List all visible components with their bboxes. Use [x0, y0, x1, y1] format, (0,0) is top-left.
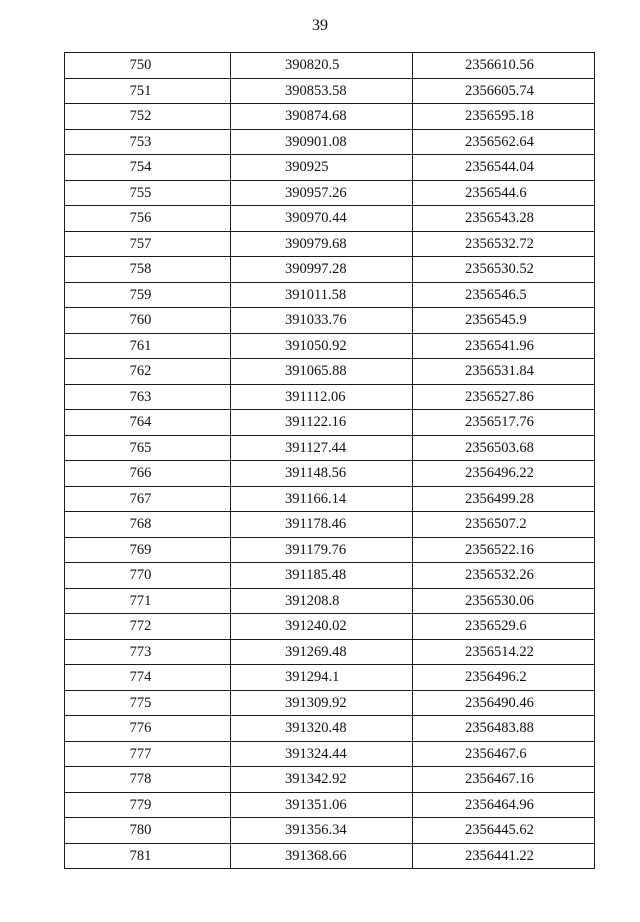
point-number-cell: 765: [65, 435, 231, 461]
point-number-cell: 759: [65, 282, 231, 308]
y-coordinate-cell: 2356514.22: [413, 639, 595, 665]
y-coordinate-cell: 2356530.52: [413, 257, 595, 283]
y-coordinate-cell: 2356532.72: [413, 231, 595, 257]
x-coordinate-cell: 390925: [231, 155, 413, 181]
table-row: [65, 231, 595, 257]
x-coordinate-cell: 391179.76: [231, 537, 413, 563]
point-number-cell: 770: [65, 563, 231, 589]
x-coordinate-cell: 391309.92: [231, 690, 413, 716]
x-coordinate-cell: 391185.48: [231, 563, 413, 589]
table-row: [65, 206, 595, 232]
x-coordinate-cell: 391294.1: [231, 665, 413, 691]
point-number-cell: 764: [65, 410, 231, 436]
table-row: [65, 563, 595, 589]
x-coordinate-cell: 390901.08: [231, 129, 413, 155]
x-coordinate-cell: 390820.5: [231, 53, 413, 79]
y-coordinate-cell: 2356467.16: [413, 767, 595, 793]
y-coordinate-cell: 2356544.6: [413, 180, 595, 206]
y-coordinate-cell: 2356499.28: [413, 486, 595, 512]
y-coordinate-cell: 2356605.74: [413, 78, 595, 104]
y-coordinate-cell: 2356529.6: [413, 614, 595, 640]
point-number-cell: 750: [65, 53, 231, 79]
x-coordinate-cell: 390979.68: [231, 231, 413, 257]
table-row: [65, 53, 595, 79]
point-number-cell: 773: [65, 639, 231, 665]
point-number-cell: 774: [65, 665, 231, 691]
x-coordinate-cell: 391148.56: [231, 461, 413, 487]
table-row: [65, 588, 595, 614]
y-coordinate-cell: 2356496.22: [413, 461, 595, 487]
table-row: [65, 308, 595, 334]
x-coordinate-cell: 391208.8: [231, 588, 413, 614]
x-coordinate-cell: 391240.02: [231, 614, 413, 640]
table-row: [65, 333, 595, 359]
table-row: [65, 639, 595, 665]
table-row: [65, 104, 595, 130]
y-coordinate-cell: 2356445.62: [413, 818, 595, 844]
point-number-cell: 758: [65, 257, 231, 283]
y-coordinate-cell: 2356527.86: [413, 384, 595, 410]
point-number-cell: 771: [65, 588, 231, 614]
point-number-cell: 772: [65, 614, 231, 640]
table-row: [65, 461, 595, 487]
point-number-cell: 754: [65, 155, 231, 181]
y-coordinate-cell: 2356507.2: [413, 512, 595, 538]
x-coordinate-cell: 391368.66: [231, 843, 413, 869]
table-row: [65, 384, 595, 410]
coordinates-table: [64, 52, 595, 869]
x-coordinate-cell: 391112.06: [231, 384, 413, 410]
table-row: [65, 257, 595, 283]
table-row: [65, 78, 595, 104]
point-number-cell: 760: [65, 308, 231, 334]
y-coordinate-cell: 2356531.84: [413, 359, 595, 385]
x-coordinate-cell: 390997.28: [231, 257, 413, 283]
table-row: [65, 537, 595, 563]
x-coordinate-cell: 391011.58: [231, 282, 413, 308]
y-coordinate-cell: 2356467.6: [413, 741, 595, 767]
table-row: [65, 792, 595, 818]
y-coordinate-cell: 2356464.96: [413, 792, 595, 818]
point-number-cell: 769: [65, 537, 231, 563]
y-coordinate-cell: 2356562.64: [413, 129, 595, 155]
x-coordinate-cell: 391050.92: [231, 333, 413, 359]
point-number-cell: 778: [65, 767, 231, 793]
point-number-cell: 766: [65, 461, 231, 487]
table-row: [65, 716, 595, 742]
coordinates-table-body: [65, 53, 595, 869]
table-row: [65, 180, 595, 206]
point-number-cell: 767: [65, 486, 231, 512]
x-coordinate-cell: 391033.76: [231, 308, 413, 334]
x-coordinate-cell: 391127.44: [231, 435, 413, 461]
point-number-cell: 762: [65, 359, 231, 385]
x-coordinate-cell: 391065.88: [231, 359, 413, 385]
x-coordinate-cell: 391122.16: [231, 410, 413, 436]
y-coordinate-cell: 2356541.96: [413, 333, 595, 359]
y-coordinate-cell: 2356546.5: [413, 282, 595, 308]
point-number-cell: 763: [65, 384, 231, 410]
y-coordinate-cell: 2356543.28: [413, 206, 595, 232]
y-coordinate-cell: 2356483.88: [413, 716, 595, 742]
x-coordinate-cell: 390970.44: [231, 206, 413, 232]
point-number-cell: 753: [65, 129, 231, 155]
y-coordinate-cell: 2356441.22: [413, 843, 595, 869]
table-row: [65, 843, 595, 869]
table-row: [65, 665, 595, 691]
y-coordinate-cell: 2356490.46: [413, 690, 595, 716]
x-coordinate-cell: 390957.26: [231, 180, 413, 206]
table-row: [65, 129, 595, 155]
table-row: [65, 359, 595, 385]
point-number-cell: 768: [65, 512, 231, 538]
table-row: [65, 741, 595, 767]
x-coordinate-cell: 391166.14: [231, 486, 413, 512]
x-coordinate-cell: 391356.34: [231, 818, 413, 844]
x-coordinate-cell: 391342.92: [231, 767, 413, 793]
y-coordinate-cell: 2356532.26: [413, 563, 595, 589]
table-row: [65, 435, 595, 461]
x-coordinate-cell: 390853.58: [231, 78, 413, 104]
x-coordinate-cell: 391178.46: [231, 512, 413, 538]
table-row: [65, 512, 595, 538]
table-row: [65, 690, 595, 716]
point-number-cell: 777: [65, 741, 231, 767]
y-coordinate-cell: 2356503.68: [413, 435, 595, 461]
point-number-cell: 751: [65, 78, 231, 104]
table-row: [65, 818, 595, 844]
table-row: [65, 410, 595, 436]
page-number: 39: [312, 17, 328, 34]
point-number-cell: 752: [65, 104, 231, 130]
point-number-cell: 775: [65, 690, 231, 716]
y-coordinate-cell: 2356610.56: [413, 53, 595, 79]
point-number-cell: 781: [65, 843, 231, 869]
point-number-cell: 756: [65, 206, 231, 232]
x-coordinate-cell: 391351.06: [231, 792, 413, 818]
point-number-cell: 761: [65, 333, 231, 359]
table-row: [65, 155, 595, 181]
x-coordinate-cell: 390874.68: [231, 104, 413, 130]
table-row: [65, 282, 595, 308]
y-coordinate-cell: 2356595.18: [413, 104, 595, 130]
point-number-cell: 757: [65, 231, 231, 257]
table-row: [65, 614, 595, 640]
x-coordinate-cell: 391320.48: [231, 716, 413, 742]
table-row: [65, 767, 595, 793]
table-row: [65, 486, 595, 512]
y-coordinate-cell: 2356522.16: [413, 537, 595, 563]
point-number-cell: 755: [65, 180, 231, 206]
point-number-cell: 779: [65, 792, 231, 818]
x-coordinate-cell: 391324.44: [231, 741, 413, 767]
x-coordinate-cell: 391269.48: [231, 639, 413, 665]
y-coordinate-cell: 2356496.2: [413, 665, 595, 691]
y-coordinate-cell: 2356545.9: [413, 308, 595, 334]
y-coordinate-cell: 2356544.04: [413, 155, 595, 181]
point-number-cell: 776: [65, 716, 231, 742]
y-coordinate-cell: 2356517.76: [413, 410, 595, 436]
point-number-cell: 780: [65, 818, 231, 844]
y-coordinate-cell: 2356530.06: [413, 588, 595, 614]
